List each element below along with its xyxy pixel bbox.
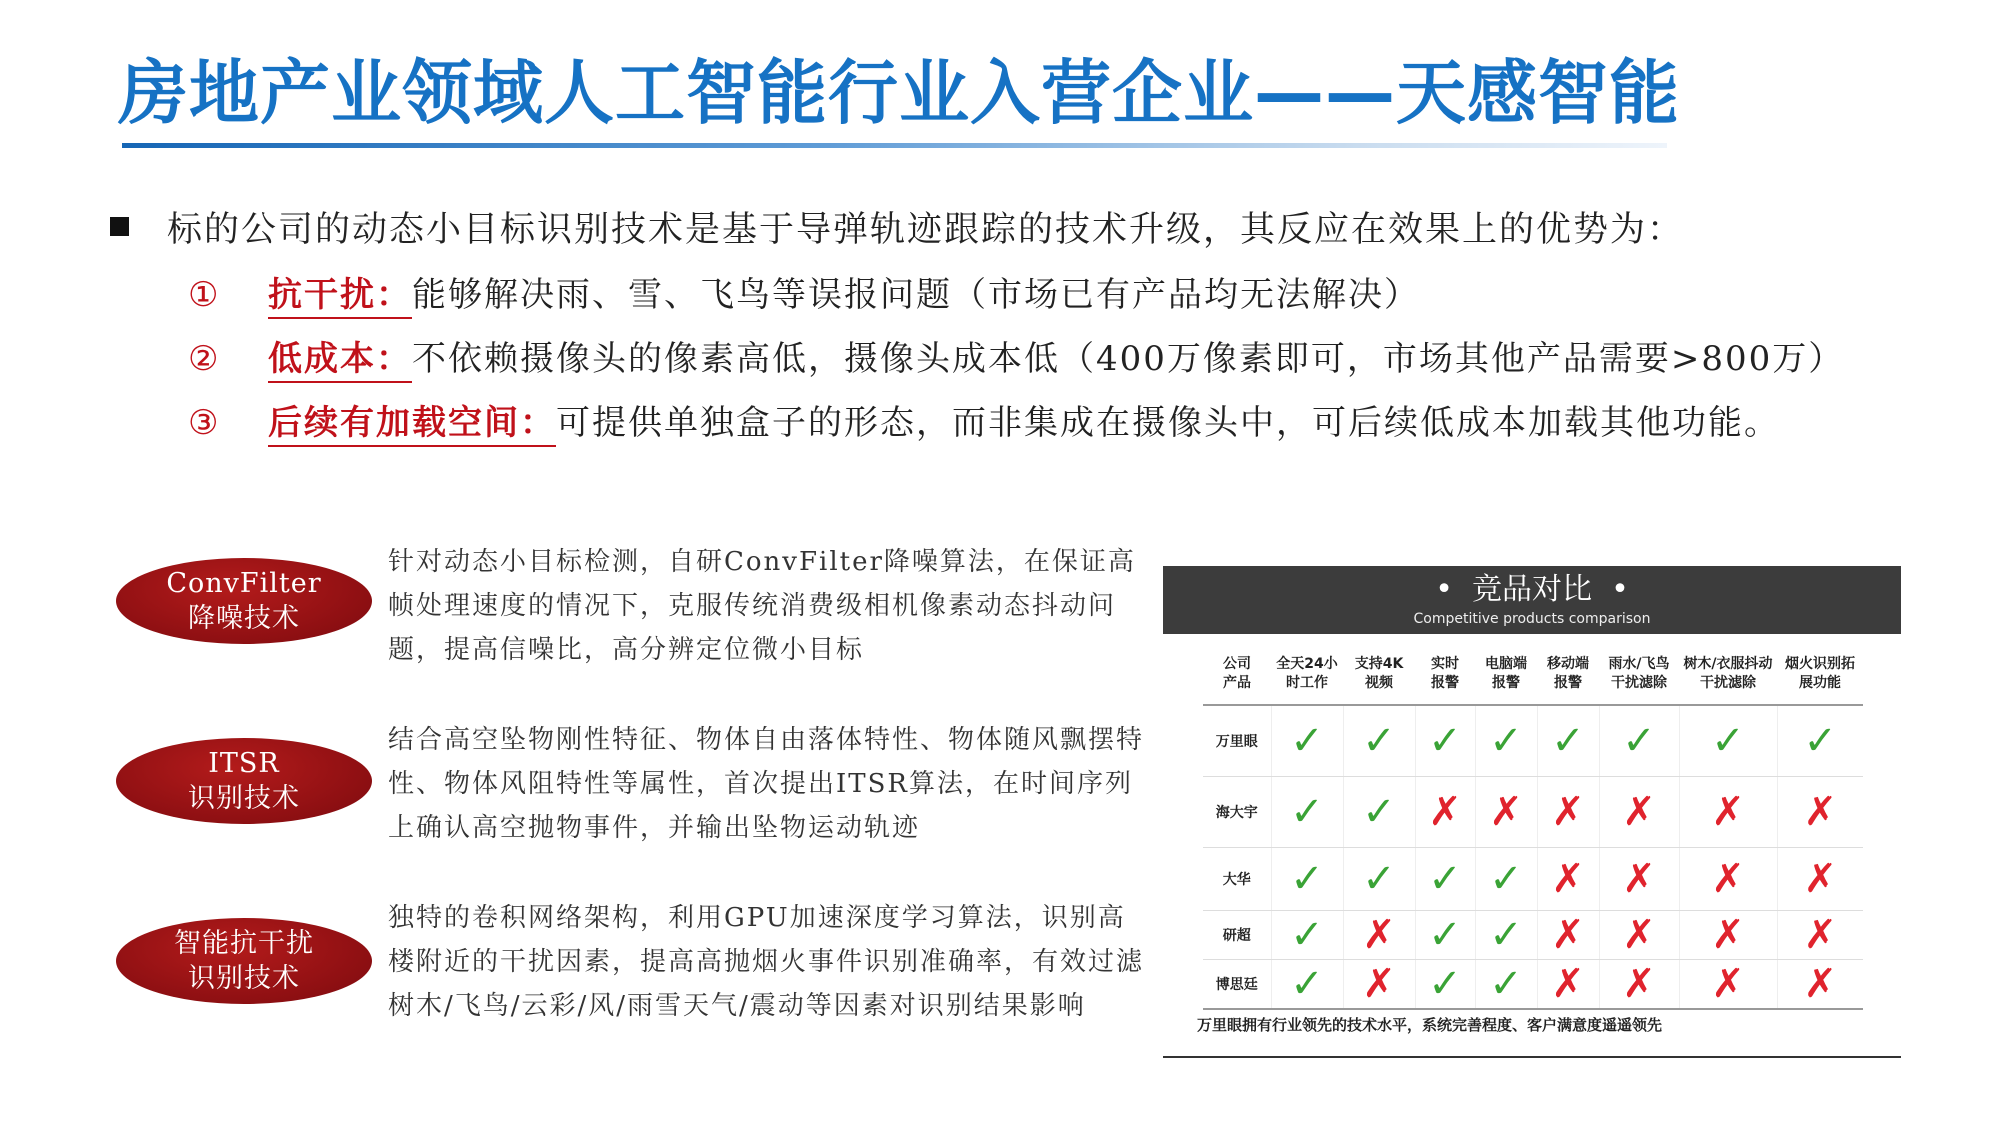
comparison-cell <box>1599 848 1679 911</box>
tech-badge-anti-interference <box>116 918 372 1004</box>
tech-description: 结合高空坠物刚性特征、物体自由落体特性、物体随风飘摆特性、物体风阻特性等属性，首次提出ITSR算法，在时间序列上确认高空抛物事件，并输出坠物运动轨迹 <box>388 725 1145 843</box>
comparison-column-header: 移动端 报警 <box>1537 644 1599 705</box>
company-name: 海大宇 <box>1203 777 1271 848</box>
tech-badge-itsr <box>116 738 372 824</box>
cross-icon: ✗ <box>1803 789 1837 835</box>
cross-icon: ✗ <box>1428 789 1462 835</box>
check-icon: ✓ <box>1428 718 1462 764</box>
comparison-cell <box>1475 705 1537 777</box>
tech-badge-line2: 降噪技术 <box>188 603 300 634</box>
comparison-table <box>1203 644 1863 1010</box>
comparison-cell <box>1777 705 1863 777</box>
advantage-text: 不依赖摄像头的像素高低，摄像头成本低（400万像素即可，市场其他产品需要>800万） <box>412 339 1845 379</box>
comparison-cell <box>1415 960 1475 1010</box>
cross-icon: ✗ <box>1551 912 1585 958</box>
comparison-cell <box>1777 960 1863 1010</box>
comparison-cell <box>1271 848 1343 911</box>
tech-badge-line1: 智能抗干扰 <box>174 928 314 959</box>
comparison-column-header: 烟火识别拓 展功能 <box>1777 644 1863 705</box>
check-icon: ✓ <box>1362 856 1396 902</box>
comparison-cell <box>1679 960 1777 1010</box>
company-name: 万里眼 <box>1203 705 1271 777</box>
tech-badge-line1: ConvFilter <box>166 568 322 599</box>
comparison-cell <box>1679 777 1777 848</box>
square-bullet-icon <box>110 217 129 236</box>
comparison-cell <box>1271 911 1343 960</box>
comparison-title-text: 竞品对比 <box>1472 572 1592 607</box>
comparison-column-header: 雨水/飞鸟 干扰滤除 <box>1599 644 1679 705</box>
check-icon: ✓ <box>1803 718 1837 764</box>
advantage-number: ② <box>188 339 221 379</box>
tech-badge-line1: ITSR <box>208 748 280 779</box>
company-name: 研超 <box>1203 911 1271 960</box>
comparison-cell <box>1415 705 1475 777</box>
cross-icon: ✗ <box>1803 856 1837 902</box>
advantage-number: ③ <box>188 403 221 443</box>
check-icon: ✓ <box>1489 718 1523 764</box>
check-icon: ✓ <box>1489 912 1523 958</box>
cross-icon: ✗ <box>1622 789 1656 835</box>
check-icon: ✓ <box>1290 789 1324 835</box>
comparison-row <box>1203 911 1863 960</box>
advantage-item <box>188 398 1780 448</box>
cross-icon: ✗ <box>1803 912 1837 958</box>
tech-badge-line2: 识别技术 <box>188 963 300 994</box>
comparison-column-header: 实时 报警 <box>1415 644 1475 705</box>
cross-icon: ✗ <box>1711 961 1745 1007</box>
comparison-row <box>1203 777 1863 848</box>
check-icon: ✓ <box>1428 856 1462 902</box>
check-icon: ✓ <box>1428 912 1462 958</box>
check-icon: ✓ <box>1290 961 1324 1007</box>
comparison-cell <box>1415 848 1475 911</box>
comparison-row <box>1203 705 1863 777</box>
comparison-cell <box>1271 705 1343 777</box>
advantage-item <box>188 334 1844 384</box>
intro-line <box>110 205 1684 255</box>
comparison-cell <box>1777 911 1863 960</box>
comparison-column-header: 树木/衣服抖动 干扰滤除 <box>1679 644 1777 705</box>
comparison-cell <box>1599 911 1679 960</box>
cross-icon: ✗ <box>1622 961 1656 1007</box>
comparison-cell <box>1271 960 1343 1010</box>
comparison-cell <box>1475 777 1537 848</box>
cross-icon: ✗ <box>1711 789 1745 835</box>
comparison-cell <box>1537 848 1599 911</box>
check-icon: ✓ <box>1428 961 1462 1007</box>
tech-badge-convfilter <box>116 558 372 644</box>
advantage-text: 能够解决雨、雪、飞鸟等误报问题（市场已有产品均无法解决） <box>412 275 1420 315</box>
comparison-cell <box>1271 777 1343 848</box>
page-title: 房地产业领域人工智能行业入营企业——天感智能 <box>118 52 1680 134</box>
comparison-cell <box>1343 960 1415 1010</box>
intro-text: 标的公司的动态小目标识别技术是基于导弹轨迹跟踪的技术升级，其反应在效果上的优势为： <box>167 210 1685 250</box>
comparison-cell <box>1679 705 1777 777</box>
cross-icon: ✗ <box>1622 856 1656 902</box>
cross-icon: ✗ <box>1551 961 1585 1007</box>
title-underline <box>122 143 1667 148</box>
cross-icon: ✗ <box>1711 912 1745 958</box>
check-icon: ✓ <box>1362 789 1396 835</box>
comparison-row <box>1203 960 1863 1010</box>
tech-badge-line2: 识别技术 <box>188 783 300 814</box>
comparison-cell <box>1679 911 1777 960</box>
advantage-keyword: 后续有加载空间： <box>268 403 556 447</box>
comparison-cell <box>1777 777 1863 848</box>
check-icon: ✓ <box>1290 856 1324 902</box>
comparison-cell <box>1537 705 1599 777</box>
comparison-footer: 万里眼拥有行业领先的技术水平，系统完善程度、客户满意度遥遥领先 <box>1197 1016 1663 1034</box>
comparison-cell <box>1599 777 1679 848</box>
comparison-cell <box>1415 777 1475 848</box>
comparison-cell <box>1679 848 1777 911</box>
comparison-cell <box>1537 960 1599 1010</box>
comparison-cell <box>1599 705 1679 777</box>
cross-icon: ✗ <box>1362 912 1396 958</box>
cross-icon: ✗ <box>1622 912 1656 958</box>
check-icon: ✓ <box>1551 718 1585 764</box>
comparison-cell <box>1537 777 1599 848</box>
comparison-column-header: 全天24小 时工作 <box>1271 644 1343 705</box>
check-icon: ✓ <box>1290 912 1324 958</box>
comparison-subtitle: Competitive products comparison <box>1413 611 1651 627</box>
comparison-cell <box>1343 848 1415 911</box>
cross-icon: ✗ <box>1489 789 1523 835</box>
advantage-text: 可提供单独盒子的形态，而非集成在摄像头中，可后续低成本加载其他功能。 <box>556 403 1780 443</box>
check-icon: ✓ <box>1711 718 1745 764</box>
comparison-cell <box>1777 848 1863 911</box>
comparison-row <box>1203 848 1863 911</box>
comparison-header <box>1163 566 1901 634</box>
comparison-column-header: 公司 产品 <box>1203 644 1271 705</box>
comparison-cell <box>1475 848 1537 911</box>
advantage-number: ① <box>188 275 221 315</box>
comparison-column-header: 支持4K 视频 <box>1343 644 1415 705</box>
company-name: 大华 <box>1203 848 1271 911</box>
comparison-cell <box>1343 777 1415 848</box>
advantage-keyword: 低成本： <box>268 339 412 383</box>
check-icon: ✓ <box>1622 718 1656 764</box>
cross-icon: ✗ <box>1551 789 1585 835</box>
cross-icon: ✗ <box>1362 961 1396 1007</box>
comparison-cell <box>1343 705 1415 777</box>
tech-description: 针对动态小目标检测，自研ConvFilter降噪算法，在保证高帧处理速度的情况下，克服传统消费级相机像素动态抖动问题，提高信噪比，高分辨定位微小目标 <box>388 547 1136 665</box>
advantage-item <box>188 270 1420 320</box>
comparison-cell <box>1475 960 1537 1010</box>
check-icon: ✓ <box>1362 718 1396 764</box>
advantage-keyword: 抗干扰： <box>268 275 412 319</box>
comparison-cell <box>1475 911 1537 960</box>
comparison-cell <box>1599 960 1679 1010</box>
cross-icon: ✗ <box>1803 961 1837 1007</box>
comparison-title: • 竞品对比 • <box>1435 572 1629 607</box>
comparison-header-row <box>1203 644 1863 705</box>
comparison-panel <box>1163 566 1901 1058</box>
company-name: 博思廷 <box>1203 960 1271 1010</box>
check-icon: ✓ <box>1290 718 1324 764</box>
comparison-cell <box>1415 911 1475 960</box>
check-icon: ✓ <box>1489 961 1523 1007</box>
tech-description: 独特的卷积网络架构，利用GPU加速深度学习算法，识别高楼附近的干扰因素，提高高抛烟火事件识别准确率，有效过滤树木/飞鸟/云彩/风/雨雪天气/震动等因素对识别结果影响 <box>388 903 1145 1021</box>
comparison-cell <box>1537 911 1599 960</box>
comparison-column-header: 电脑端 报警 <box>1475 644 1537 705</box>
cross-icon: ✗ <box>1711 856 1745 902</box>
check-icon: ✓ <box>1489 856 1523 902</box>
cross-icon: ✗ <box>1551 856 1585 902</box>
comparison-cell <box>1343 911 1415 960</box>
